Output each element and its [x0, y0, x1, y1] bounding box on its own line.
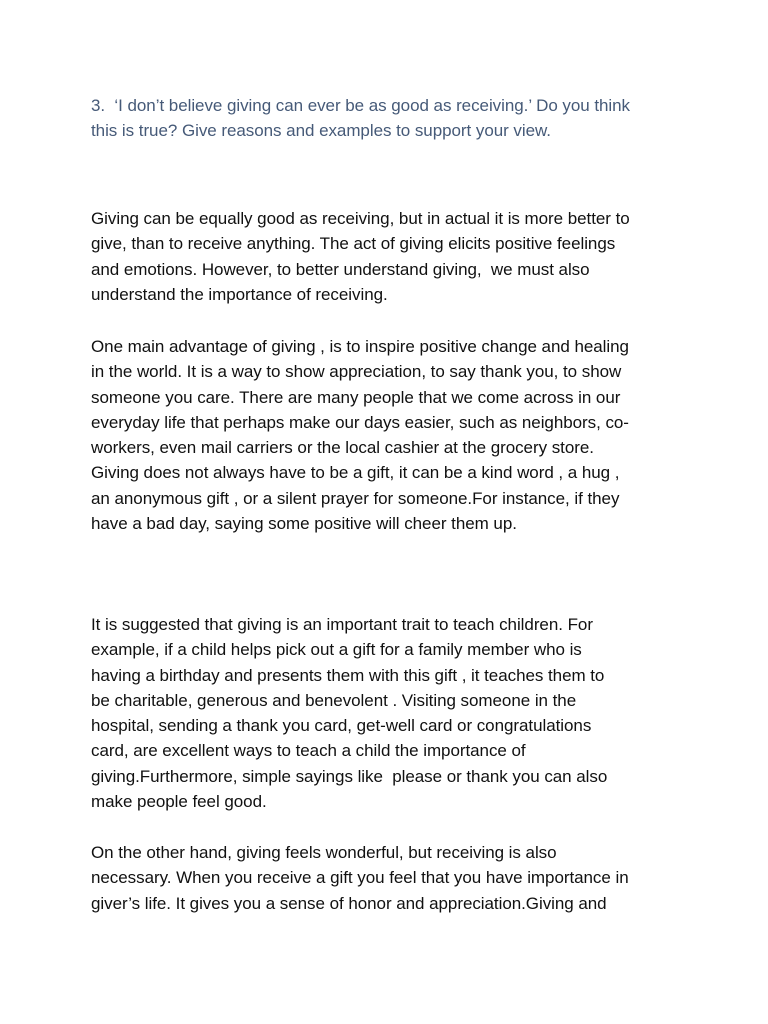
paragraph-advantage-of-giving: One main advantage of giving , is to inspire positive change and healing in the world. It is a way to show appreciation, to say thank you, to show someone you care. There are many people that we come across in our everyday life that perhaps make our days easier, such as neighbors, co- workers, even mail carriers or the local cashier at the grocery store. Giving does not always have to be a gift, it can be a kind word , a hug , an anonymous gift , or a silent prayer for someone.For instance, if they have a bad day, saying some positive will cheer them up.: [91, 337, 629, 534]
paragraph-teaching-children: It is suggested that giving is an important trait to teach children. For example, if a child helps pick out a gift for a family member who is having a birthday and presents them with this gift , it teaches them to be charitable, generous and benevolent . Visiting someone in the hospital, sending a thank you card, get-well card or congratulations card, are excellent ways to teach a child the importance of giving.Furthermore, simple sayings like please or thank you can also make people feel good.: [91, 615, 608, 812]
paragraph-receiving: On the other hand, giving feels wonderful, but receiving is also necessary. When you receive a gift you feel that you have importance in giver’s life. It gives you a sense of honor and appreciation.Giving and: [91, 843, 629, 913]
essay-question: 3. ‘I don’t believe giving can ever be as good as receiving.’ Do you think this is true? Give reasons and examples to support your view.: [91, 96, 630, 141]
paragraph-intro: Giving can be equally good as receiving, but in actual it is more better to give, than to receive anything. The act of giving elicits positive feelings and emotions. However, to better understand giving, we must also understand the importance of receiving.: [91, 209, 630, 304]
